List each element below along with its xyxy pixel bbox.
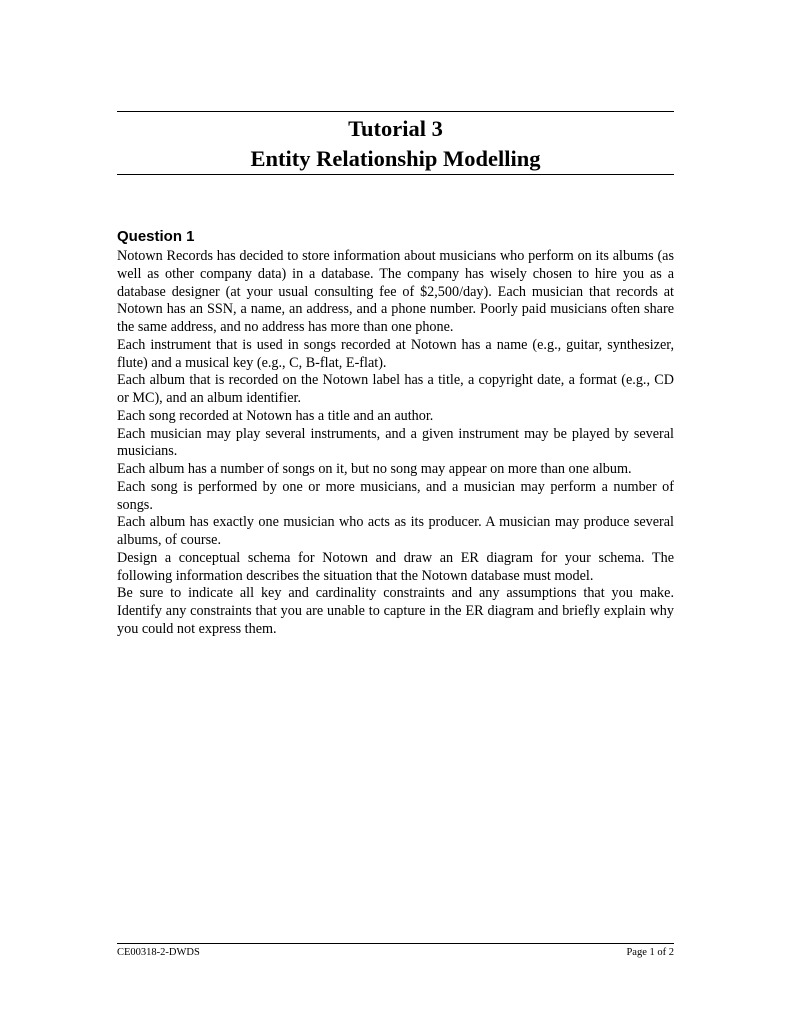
title-block bbox=[117, 114, 674, 174]
page-title: Tutorial 3 bbox=[348, 116, 443, 141]
footer-page-number: Page 1 of 2 bbox=[626, 947, 674, 958]
footer-rule bbox=[117, 943, 674, 944]
paragraph: Each album has exactly one musician who acts as its producer. A musician may produce several albums, of course. bbox=[117, 514, 674, 548]
paragraph: Be sure to indicate all key and cardinality constraints and any assumptions that you make. Identify any constraints that you are unable to capture in the ER diagram and briefly explain why you could not express them. bbox=[117, 585, 674, 637]
paragraph: Each album that is recorded on the Notown label has a title, a copyright date, a format (e.g., CD or MC), and an album identifier. bbox=[117, 372, 674, 406]
footer-course-code: CE00318-2-DWDS bbox=[117, 947, 200, 958]
paragraph: Each musician may play several instruments, and a given instrument may be played by several musicians. bbox=[117, 425, 674, 460]
question-body bbox=[117, 248, 674, 639]
paragraph: Each song is performed by one or more musicians, and a musician may perform a number of songs. bbox=[117, 478, 674, 513]
question-heading: Question 1 bbox=[117, 228, 195, 245]
paragraph: Each song recorded at Notown has a title and an author. bbox=[117, 407, 434, 424]
paragraph: Design a conceptual schema for Notown and draw an ER diagram for your schema. The following information describes the situation that the Notown database must model. bbox=[117, 549, 674, 584]
paragraph: Each instrument that is used in songs recorded at Notown has a name (e.g., guitar, synthesizer, flute) and a musical key (e.g., C, B-flat, E-flat). bbox=[117, 336, 674, 371]
title-bottom-rule bbox=[117, 174, 674, 175]
page-subtitle: Entity Relationship Modelling bbox=[250, 146, 541, 171]
title-top-rule bbox=[117, 111, 674, 112]
paragraph: Notown Records has decided to store information about musicians who perform on its albums (as well as other company data) in a database. The company has wisely chosen to hire you as a database designer (at your usual consulting fee of $2,500/day). Each musician that records at Notown has an SSN, a name, an address, and a phone number. Poorly paid musicians often share the same address, and no address has more than one phone. bbox=[117, 248, 674, 335]
paragraph: Each album has a number of songs on it, but no song may appear on more than one album. bbox=[117, 461, 632, 477]
